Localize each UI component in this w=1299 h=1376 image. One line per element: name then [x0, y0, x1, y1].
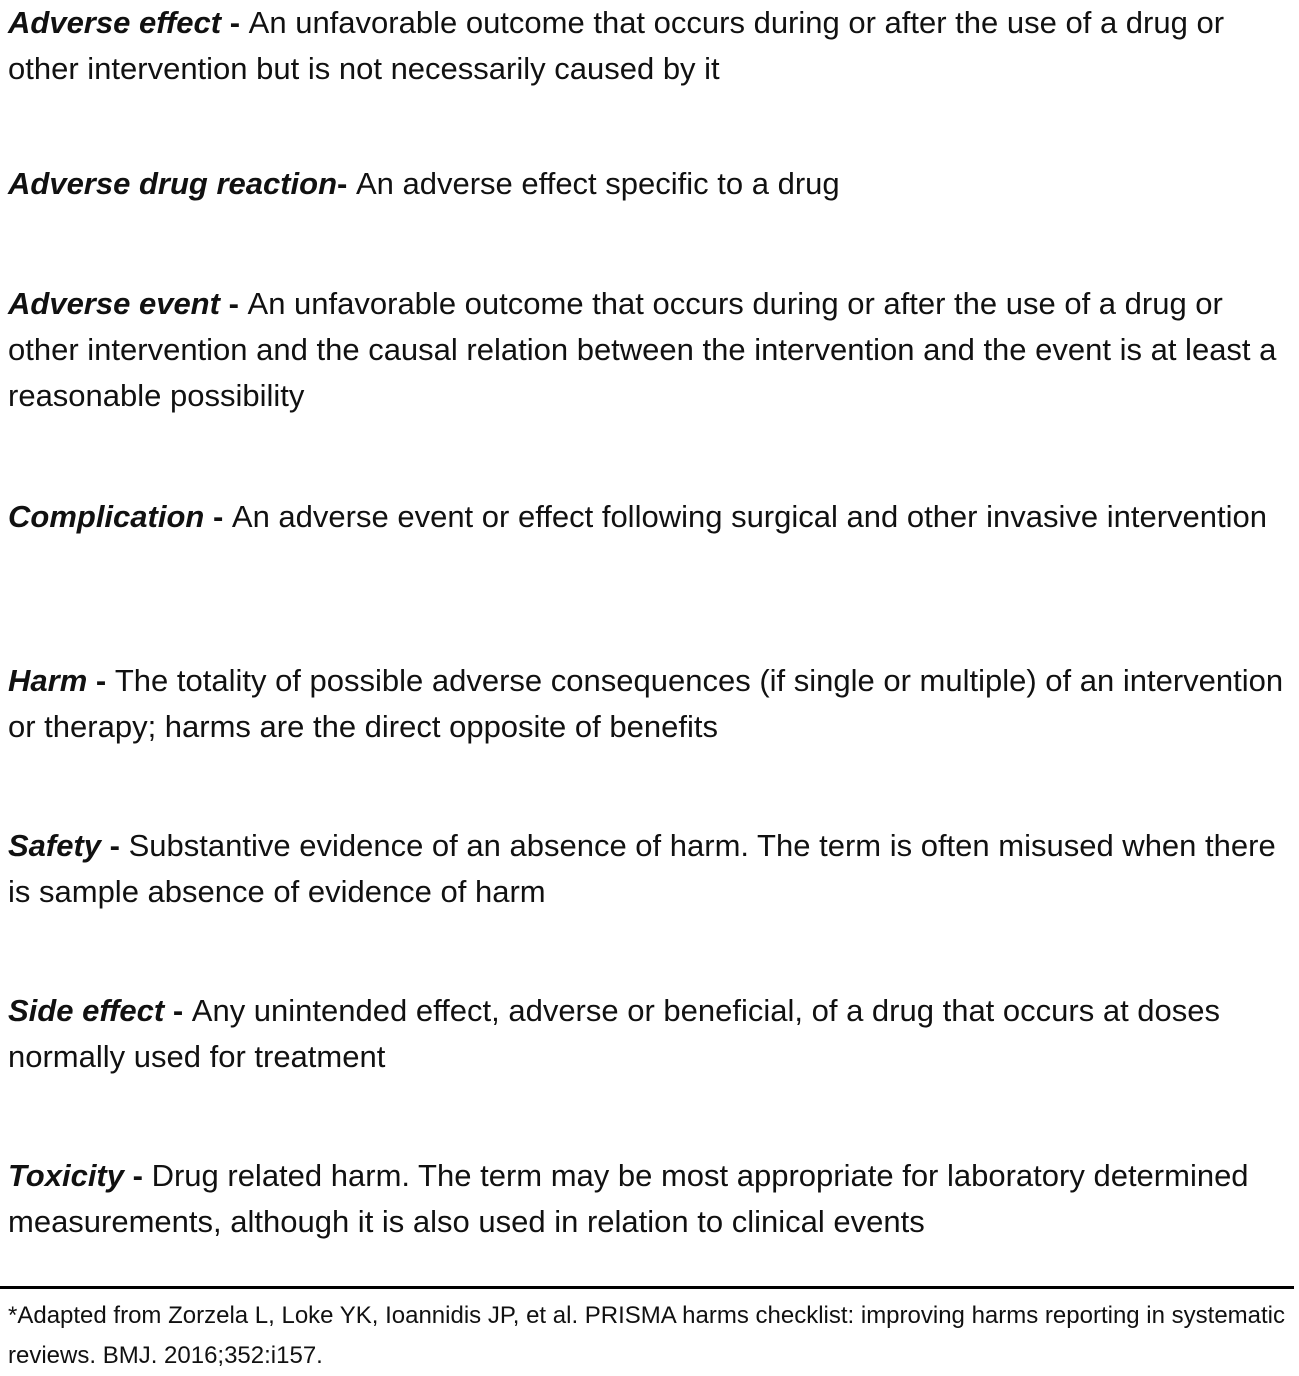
term-separator: -: [124, 1158, 152, 1193]
glossary-entry-adverse-drug-reaction: [8, 161, 1290, 207]
glossary-entry-complication: [8, 494, 1290, 540]
term-adverse-event: Adverse event: [8, 286, 220, 321]
footnote-divider: [0, 1286, 1294, 1289]
glossary-entry-toxicity: [8, 1153, 1290, 1245]
definition-harm: The totality of possible adverse consequences (if single or multiple) of an intervention or therapy; harms are the direct opposite of benefits: [8, 663, 1284, 744]
term-side-effect: Side effect: [8, 993, 165, 1028]
term-safety: Safety: [8, 828, 102, 863]
term-harm: Harm: [8, 663, 88, 698]
term-separator: -: [219, 286, 248, 321]
term-separator: -: [204, 499, 232, 534]
term-separator: -: [164, 993, 192, 1028]
definition-adverse-event: An unfavorable outcome that occurs during or after the use of a drug or other intervention and the causal relation between the intervention and the event is at least a reasonable possibility: [8, 286, 1277, 413]
term-complication: Complication: [8, 499, 205, 534]
term-separator: -: [87, 663, 115, 698]
glossary-entry-side-effect: [8, 988, 1290, 1080]
definition-side-effect: Any unintended effect, adverse or beneficial, of a drug that occurs at doses normally used for treatment: [8, 993, 1221, 1074]
definition-adverse-effect: An unfavorable outcome that occurs during or after the use of a drug or other intervention but is not necessarily caused by it: [8, 5, 1225, 86]
term-separator: -: [221, 5, 249, 40]
definition-safety: Substantive evidence of an absence of harm. The term is often misused when there is sample absence of evidence of harm: [8, 828, 1276, 909]
term-toxicity: Toxicity: [8, 1158, 124, 1193]
glossary-entry-adverse-event: [8, 281, 1290, 419]
definition-complication: An adverse event or effect following surgical and other invasive intervention: [231, 499, 1267, 534]
term-separator: -: [101, 828, 129, 863]
glossary-entry-harm: [8, 658, 1290, 750]
term-adverse-drug-reaction: Adverse drug reaction: [8, 166, 338, 201]
glossary-entry-adverse-effect: [8, 0, 1290, 92]
definition-toxicity: Drug related harm. The term may be most appropriate for laboratory determined measurements, although it is also used in relation to clinical events: [8, 1158, 1249, 1239]
definition-adverse-drug-reaction: An adverse effect specific to a drug: [355, 166, 840, 201]
term-separator: -: [337, 166, 356, 201]
term-adverse-effect: Adverse effect: [8, 5, 222, 40]
glossary-entry-safety: [8, 823, 1290, 915]
footnote-citation: *Adapted from Zorzela L, Loke YK, Ioannidis JP, et al. PRISMA harms checklist: improving harms reporting in systematic reviews. BMJ. 2016;352:i157.: [8, 1302, 1286, 1369]
